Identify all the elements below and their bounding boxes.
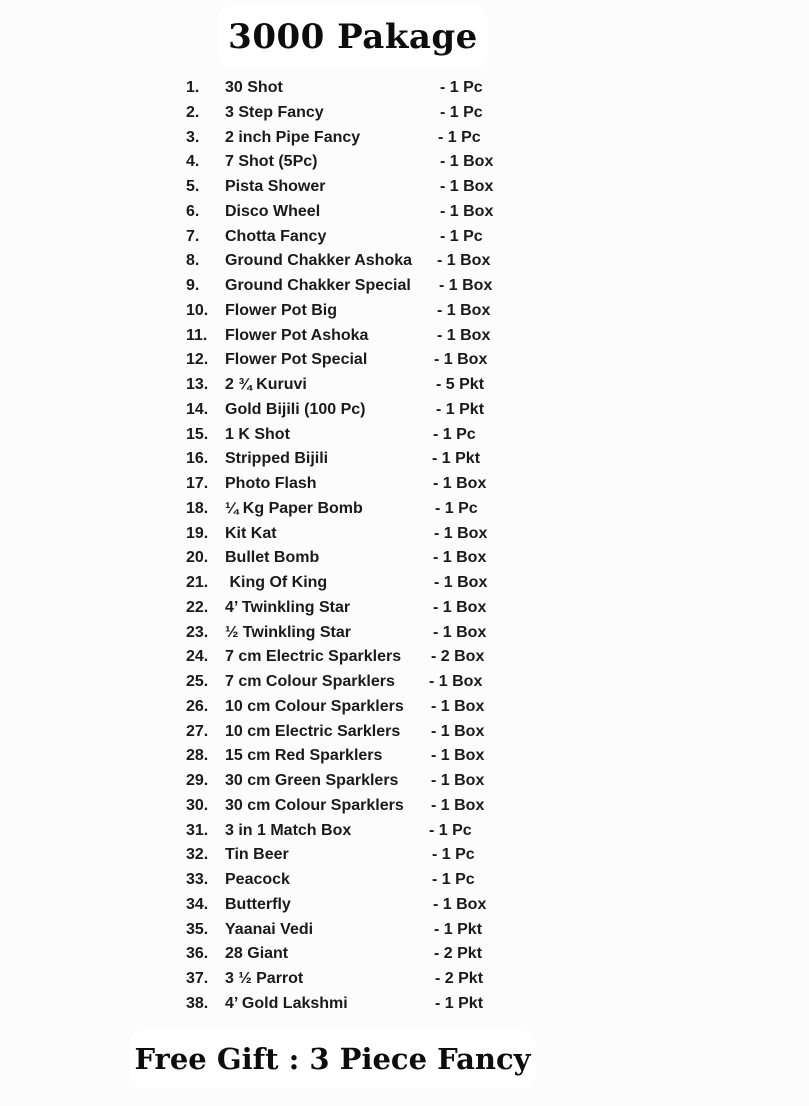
item-quantity: - 1 Box [440,178,494,195]
item-name: 3 ½ Parrot [225,970,304,987]
item-name: 7 cm Colour Sparklers [225,673,395,690]
item-number: 18. [186,499,209,517]
item-quantity: - 1 Box [429,673,483,690]
package-title: 3000 Pakage [228,17,478,57]
item-name: Stripped Bijili [225,450,329,468]
item-name: 15 cm Red Sparklers [225,747,383,765]
item-number: 38. [186,994,209,1012]
item-number: 15. [186,425,209,443]
list-item [186,175,526,200]
item-number: 32. [186,846,209,864]
item-name: 3 Step Fancy [225,103,324,121]
item-quantity: - 2 Box [431,648,485,666]
item-number: 7. [186,227,200,245]
list-item [186,522,526,547]
item-number: 31. [186,821,209,839]
item-name: Flower Pot Special [225,351,368,369]
list-item [186,447,526,472]
list-item [186,670,526,695]
item-number: 24. [186,648,209,666]
item-number: 36. [186,945,209,963]
item-name: Photo Flash [225,475,317,492]
item-quantity: - 5 Pkt [436,376,485,393]
item-quantity: - 2 Pkt [435,970,484,987]
item-quantity: - 1 Box [440,202,494,220]
item-quantity: - 1 Pc [432,871,475,888]
item-number: 17. [186,475,209,492]
list-item [186,744,526,769]
list-item [186,967,526,992]
list-item [186,794,526,819]
item-quantity: - 1 Pc [438,128,481,146]
list-item [186,150,526,175]
item-quantity: - 1 Box [431,747,485,765]
list-item [186,497,526,522]
item-name: Chotta Fancy [225,227,327,245]
item-name: 4’ Twinkling Star [225,598,351,616]
item-name: 28 Giant [225,945,289,963]
list-item [186,918,526,943]
item-quantity: - 1 Box [434,574,488,591]
item-quantity: - 1 Box [431,697,485,715]
item-name: 3 in 1 Match Box [225,821,352,839]
list-item [186,992,526,1017]
list-item [186,225,526,250]
item-name: 1 K Shot [225,425,290,443]
list-item [186,695,526,720]
item-number: 12. [186,351,209,369]
item-name: Flower Pot Ashoka [225,326,369,344]
item-quantity: - 1 Box [434,351,488,369]
item-name: Kit Kat [225,524,277,542]
list-item [186,645,526,670]
item-quantity: - 1 Box [433,549,487,567]
list-item [186,843,526,868]
list-item [186,893,526,918]
list-item [186,249,526,274]
list-item [186,423,526,448]
item-quantity: - 1 Box [431,796,485,814]
item-number: 9. [186,277,200,294]
item-quantity: - 1 Box [437,301,491,319]
item-quantity: - 1 Pc [440,227,483,245]
item-name: 10 cm Colour Sparklers [225,697,404,715]
list-item [186,398,526,423]
item-quantity: - 1 Pc [429,821,472,839]
list-item [186,819,526,844]
item-number: 10. [186,301,209,319]
list-item [186,324,526,349]
item-quantity: - 1 Pkt [435,994,484,1012]
item-quantity: - 1 Box [437,326,491,344]
item-name: Ground Chakker Special [225,277,411,294]
item-number: 30. [186,796,209,814]
item-quantity: - 1 Pkt [434,920,483,938]
item-quantity: - 1 Box [437,252,491,270]
list-item [186,621,526,646]
item-quantity: - 1 Box [433,475,487,492]
item-quantity: - 1 Box [433,895,487,913]
item-quantity: - 1 Box [433,598,487,616]
item-number: 11. [186,326,208,344]
item-number: 8. [186,252,200,270]
item-number: 19. [186,524,209,542]
item-name: King Of King [225,574,328,591]
item-number: 20. [186,549,209,567]
free-gift-banner [130,1030,535,1088]
item-number: 13. [186,376,209,393]
item-quantity: - 1 Pc [433,425,476,443]
item-name: 2 ¾ Kuruvi [225,376,307,393]
item-name: 10 cm Electric Sarklers [225,722,401,740]
package-item-list [186,76,526,1017]
item-name: 2 inch Pipe Fancy [225,128,361,146]
item-name: ½ Twinkling Star [225,623,351,641]
item-number: 22. [186,598,209,616]
item-number: 3. [186,128,200,146]
item-number: 29. [186,772,209,789]
list-item [186,720,526,745]
item-name: 4’ Gold Lakshmi [225,994,348,1012]
item-quantity: - 1 Pc [435,499,478,517]
list-item [186,571,526,596]
item-quantity: - 1 Box [440,153,494,171]
list-item [186,546,526,571]
item-quantity: - 1 Pkt [432,450,481,468]
item-name: Ground Chakker Ashoka [225,252,413,270]
list-item [186,274,526,299]
list-item [186,868,526,893]
item-number: 28. [186,747,209,765]
item-name: Flower Pot Big [225,301,337,319]
item-quantity: - 1 Box [431,722,485,740]
item-number: 27. [186,722,209,740]
free-gift-text: Free Gift : 3 Piece Fancy [134,1042,531,1076]
item-name: Bullet Bomb [225,549,320,567]
item-name: 7 Shot (5Pc) [225,153,318,171]
item-name: Butterfly [225,895,291,913]
item-number: 16. [186,450,209,468]
item-number: 23. [186,623,209,641]
list-item [186,101,526,126]
item-number: 1. [186,79,200,96]
item-name: ¼ Kg Paper Bomb [225,499,363,517]
item-name: 30 cm Green Sparklers [225,772,399,789]
item-number: 14. [186,400,209,418]
item-quantity: - 1 Box [434,524,488,542]
item-number: 5. [186,178,200,195]
item-number: 34. [186,895,209,913]
list-item [186,299,526,324]
item-name: Disco Wheel [225,202,321,220]
item-name: Peacock [225,871,290,888]
list-item [186,200,526,225]
item-quantity: - 1 Box [431,772,485,789]
item-quantity: - 1 Pkt [436,400,485,418]
list-item [186,373,526,398]
item-name: 30 cm Colour Sparklers [225,796,404,814]
item-number: 21. [186,574,209,591]
item-name: Tin Beer [225,846,289,864]
item-quantity: - 1 Pc [432,846,475,864]
item-number: 37. [186,970,209,987]
item-name: Gold Bijili (100 Pc) [225,400,366,418]
item-number: 25. [186,673,209,690]
list-item [186,596,526,621]
item-number: 35. [186,920,209,938]
item-name: Pista Shower [225,178,326,195]
item-number: 2. [186,103,200,121]
list-item [186,942,526,967]
item-name: 30 Shot [225,79,283,96]
item-quantity: - 1 Box [439,277,493,294]
item-number: 6. [186,202,200,220]
item-name: Yaanai Vedi [225,920,314,938]
title-banner [218,6,488,68]
item-number: 33. [186,871,209,888]
item-number: 26. [186,697,209,715]
item-quantity: - 1 Pc [440,103,483,121]
item-quantity: - 1 Pc [440,79,483,96]
list-item [186,76,526,101]
list-item [186,769,526,794]
item-number: 4. [186,153,200,171]
list-item [186,472,526,497]
item-name: 7 cm Electric Sparklers [225,648,402,666]
item-quantity: - 1 Box [433,623,487,641]
item-quantity: - 2 Pkt [434,945,483,963]
list-item [186,348,526,373]
list-item [186,126,526,151]
